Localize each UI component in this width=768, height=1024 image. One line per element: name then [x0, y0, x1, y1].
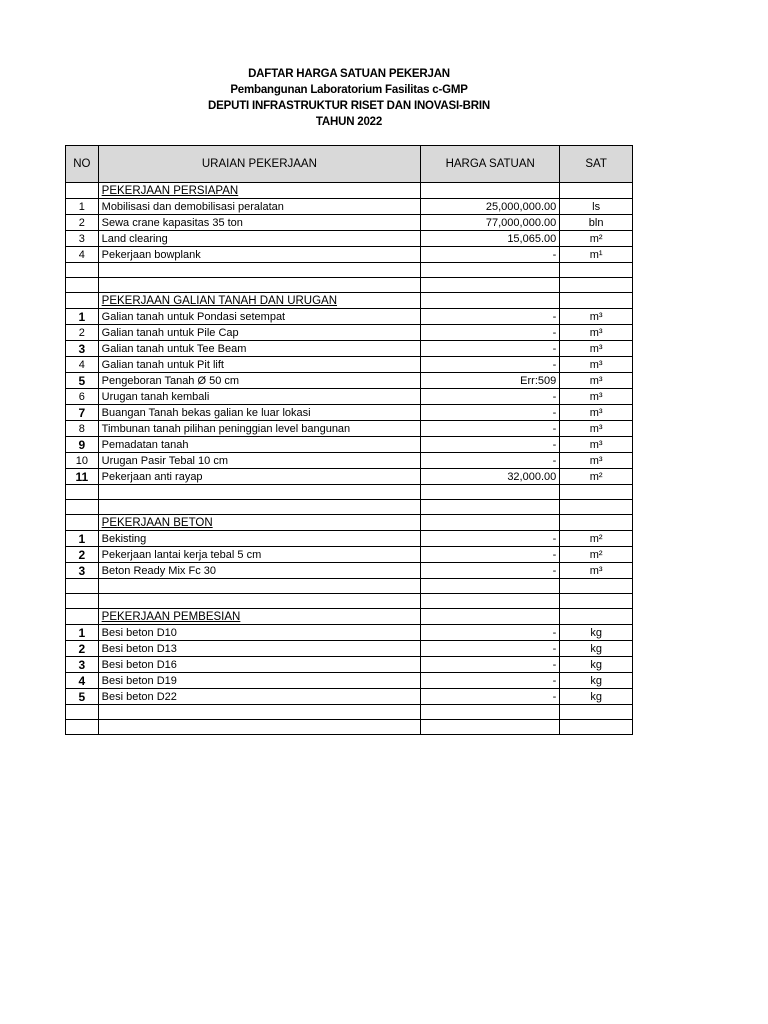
- cell-no: 1: [66, 531, 99, 547]
- cell-harga: -: [421, 689, 560, 705]
- cell-sat: m³: [560, 563, 633, 579]
- cell-harga: [421, 278, 560, 293]
- section-title: PEKERJAAN PERSIAPAN: [98, 183, 420, 199]
- cell-uraian: Besi beton D10: [98, 625, 420, 641]
- cell-no: [66, 500, 99, 515]
- table-row: [66, 357, 633, 373]
- cell-harga: [421, 594, 560, 609]
- cell-uraian: [98, 579, 420, 594]
- cell-sat: m³: [560, 405, 633, 421]
- cell-uraian: Besi beton D19: [98, 673, 420, 689]
- cell-harga: -: [421, 657, 560, 673]
- cell-harga: -: [421, 341, 560, 357]
- cell-uraian: [98, 705, 420, 720]
- cell-uraian: Pemadatan tanah: [98, 437, 420, 453]
- table-row: [66, 625, 633, 641]
- cell-sat: ls: [560, 199, 633, 215]
- cell-no: 10: [66, 453, 99, 469]
- cell-uraian: Mobilisasi dan demobilisasi peralatan: [98, 199, 420, 215]
- section-header-row: [66, 293, 633, 309]
- cell-sat: m³: [560, 357, 633, 373]
- cell-sat: kg: [560, 673, 633, 689]
- cell-no: 1: [66, 309, 99, 325]
- cell-no: 5: [66, 689, 99, 705]
- cell-uraian: Galian tanah untuk Tee Beam: [98, 341, 420, 357]
- cell-uraian: Galian tanah untuk Pit lift: [98, 357, 420, 373]
- table-row: [66, 373, 633, 389]
- cell-harga: -: [421, 673, 560, 689]
- cell-no: 3: [66, 341, 99, 357]
- cell-uraian: [98, 263, 420, 278]
- cell-uraian: Galian tanah untuk Pile Cap: [98, 325, 420, 341]
- cell-harga: [421, 293, 560, 309]
- cell-uraian: [98, 485, 420, 500]
- blank-row: [66, 594, 633, 609]
- cell-harga: -: [421, 547, 560, 563]
- cell-harga: -: [421, 309, 560, 325]
- cell-uraian: Pekerjaan anti rayap: [98, 469, 420, 485]
- cell-uraian: Land clearing: [98, 231, 420, 247]
- document-title-block: [66, 66, 632, 130]
- section-header-row: [66, 515, 633, 531]
- cell-sat: m³: [560, 373, 633, 389]
- blank-row: [66, 579, 633, 594]
- cell-uraian: [98, 500, 420, 515]
- cell-sat: [560, 263, 633, 278]
- cell-sat: [560, 293, 633, 309]
- cell-sat: kg: [560, 641, 633, 657]
- cell-harga: -: [421, 563, 560, 579]
- section-title: PEKERJAAN GALIAN TANAH DAN URUGAN: [98, 293, 420, 309]
- cell-harga: Err:509: [421, 373, 560, 389]
- cell-harga: [421, 263, 560, 278]
- section-header-row: [66, 183, 633, 199]
- cell-no: [66, 515, 99, 531]
- section-title: PEKERJAAN PEMBESIAN: [98, 609, 420, 625]
- cell-sat: m²: [560, 469, 633, 485]
- cell-harga: -: [421, 389, 560, 405]
- cell-sat: m²: [560, 231, 633, 247]
- table-row: [66, 215, 633, 231]
- cell-harga: [421, 485, 560, 500]
- cell-no: [66, 705, 99, 720]
- cell-harga: [421, 705, 560, 720]
- cell-sat: [560, 515, 633, 531]
- cell-uraian: Buangan Tanah bekas galian ke luar lokasi: [98, 405, 420, 421]
- cell-harga: [421, 500, 560, 515]
- cell-harga: -: [421, 531, 560, 547]
- cell-sat: [560, 278, 633, 293]
- cell-harga: [421, 579, 560, 594]
- cell-sat: m³: [560, 341, 633, 357]
- blank-row: [66, 485, 633, 500]
- table-row: [66, 657, 633, 673]
- section-header-row: [66, 609, 633, 625]
- cell-sat: kg: [560, 689, 633, 705]
- cell-no: [66, 263, 99, 278]
- blank-row: [66, 263, 633, 278]
- cell-sat: [560, 594, 633, 609]
- blank-row: [66, 500, 633, 515]
- table-row: [66, 689, 633, 705]
- cell-harga: -: [421, 625, 560, 641]
- cell-no: [66, 609, 99, 625]
- cell-harga: -: [421, 405, 560, 421]
- table-row: [66, 547, 633, 563]
- header-harga: HARGA SATUAN: [421, 146, 560, 183]
- cell-no: 3: [66, 657, 99, 673]
- cell-no: 6: [66, 389, 99, 405]
- table-row: [66, 531, 633, 547]
- cell-no: 7: [66, 405, 99, 421]
- cell-uraian: Pengeboran Tanah Ø 50 cm: [98, 373, 420, 389]
- cell-sat: [560, 720, 633, 735]
- table-row: [66, 325, 633, 341]
- cell-uraian: [98, 594, 420, 609]
- cell-no: 5: [66, 373, 99, 389]
- cell-no: 4: [66, 247, 99, 263]
- title-line-3: DEPUTI INFRASTRUKTUR RISET DAN INOVASI-BRIN: [208, 100, 490, 112]
- cell-no: [66, 293, 99, 309]
- cell-uraian: Timbunan tanah pilihan peninggian level bangunan: [98, 421, 420, 437]
- header-sat: SAT: [560, 146, 633, 183]
- cell-harga: -: [421, 641, 560, 657]
- table-row: [66, 437, 633, 453]
- table-row: [66, 453, 633, 469]
- cell-harga: -: [421, 421, 560, 437]
- cell-uraian: Besi beton D16: [98, 657, 420, 673]
- cell-harga: [421, 183, 560, 199]
- cell-no: [66, 183, 99, 199]
- price-table: [65, 145, 633, 735]
- cell-harga: 77,000,000.00: [421, 215, 560, 231]
- cell-sat: m³: [560, 437, 633, 453]
- cell-no: 2: [66, 547, 99, 563]
- header-uraian: URAIAN PEKERJAAN: [98, 146, 420, 183]
- table-row: [66, 421, 633, 437]
- cell-harga: 15,065.00: [421, 231, 560, 247]
- cell-no: 2: [66, 215, 99, 231]
- cell-no: 2: [66, 325, 99, 341]
- cell-sat: m²: [560, 547, 633, 563]
- table-row: [66, 389, 633, 405]
- cell-harga: -: [421, 325, 560, 341]
- cell-uraian: Urugan Pasir Tebal 10 cm: [98, 453, 420, 469]
- table-row: [66, 405, 633, 421]
- header-no: NO: [66, 146, 99, 183]
- cell-uraian: Pekerjaan lantai kerja tebal 5 cm: [98, 547, 420, 563]
- cell-no: [66, 720, 99, 735]
- cell-uraian: Pekerjaan bowplank: [98, 247, 420, 263]
- cell-no: 1: [66, 625, 99, 641]
- cell-uraian: [98, 720, 420, 735]
- cell-harga: [421, 609, 560, 625]
- table-row: [66, 673, 633, 689]
- cell-uraian: Besi beton D13: [98, 641, 420, 657]
- cell-uraian: Bekisting: [98, 531, 420, 547]
- cell-uraian: Urugan tanah kembali: [98, 389, 420, 405]
- cell-sat: kg: [560, 625, 633, 641]
- cell-sat: m³: [560, 325, 633, 341]
- cell-uraian: Besi beton D22: [98, 689, 420, 705]
- table-row: [66, 341, 633, 357]
- cell-no: 1: [66, 199, 99, 215]
- cell-sat: m³: [560, 389, 633, 405]
- cell-sat: [560, 485, 633, 500]
- section-title: PEKERJAAN BETON: [98, 515, 420, 531]
- cell-harga: -: [421, 453, 560, 469]
- table-row: [66, 309, 633, 325]
- cell-sat: [560, 183, 633, 199]
- blank-row: [66, 278, 633, 293]
- cell-harga: -: [421, 357, 560, 373]
- cell-harga: 25,000,000.00: [421, 199, 560, 215]
- table-row: [66, 641, 633, 657]
- cell-no: 11: [66, 469, 99, 485]
- title-line-1: DAFTAR HARGA SATUAN PEKERJAN: [248, 68, 450, 80]
- title-line-4: TAHUN 2022: [315, 116, 383, 128]
- cell-sat: m³: [560, 421, 633, 437]
- cell-no: 2: [66, 641, 99, 657]
- table-row: [66, 199, 633, 215]
- cell-sat: bln: [560, 215, 633, 231]
- cell-sat: m¹: [560, 247, 633, 263]
- blank-row: [66, 705, 633, 720]
- cell-uraian: Galian tanah untuk Pondasi setempat: [98, 309, 420, 325]
- table-row: [66, 469, 633, 485]
- blank-row: [66, 720, 633, 735]
- cell-no: [66, 579, 99, 594]
- cell-uraian: [98, 278, 420, 293]
- cell-sat: [560, 500, 633, 515]
- title-line-2: Pembangunan Laboratorium Fasilitas c-GMP: [230, 84, 468, 96]
- cell-no: 4: [66, 673, 99, 689]
- cell-harga: [421, 720, 560, 735]
- cell-sat: m³: [560, 453, 633, 469]
- table-row: [66, 247, 633, 263]
- table-body: [66, 183, 633, 735]
- cell-no: 8: [66, 421, 99, 437]
- cell-no: 4: [66, 357, 99, 373]
- cell-sat: m³: [560, 309, 633, 325]
- cell-sat: kg: [560, 657, 633, 673]
- cell-harga: 32,000.00: [421, 469, 560, 485]
- cell-no: 3: [66, 231, 99, 247]
- table-row: [66, 231, 633, 247]
- cell-uraian: Sewa crane kapasitas 35 ton: [98, 215, 420, 231]
- cell-harga: [421, 515, 560, 531]
- cell-no: [66, 485, 99, 500]
- cell-no: 9: [66, 437, 99, 453]
- table-header-row: [66, 146, 633, 183]
- cell-harga: -: [421, 437, 560, 453]
- cell-sat: [560, 609, 633, 625]
- cell-uraian: Beton Ready Mix Fc 30: [98, 563, 420, 579]
- cell-sat: m²: [560, 531, 633, 547]
- cell-no: [66, 594, 99, 609]
- cell-no: [66, 278, 99, 293]
- cell-sat: [560, 579, 633, 594]
- cell-sat: [560, 705, 633, 720]
- cell-no: 3: [66, 563, 99, 579]
- cell-harga: -: [421, 247, 560, 263]
- table-row: [66, 563, 633, 579]
